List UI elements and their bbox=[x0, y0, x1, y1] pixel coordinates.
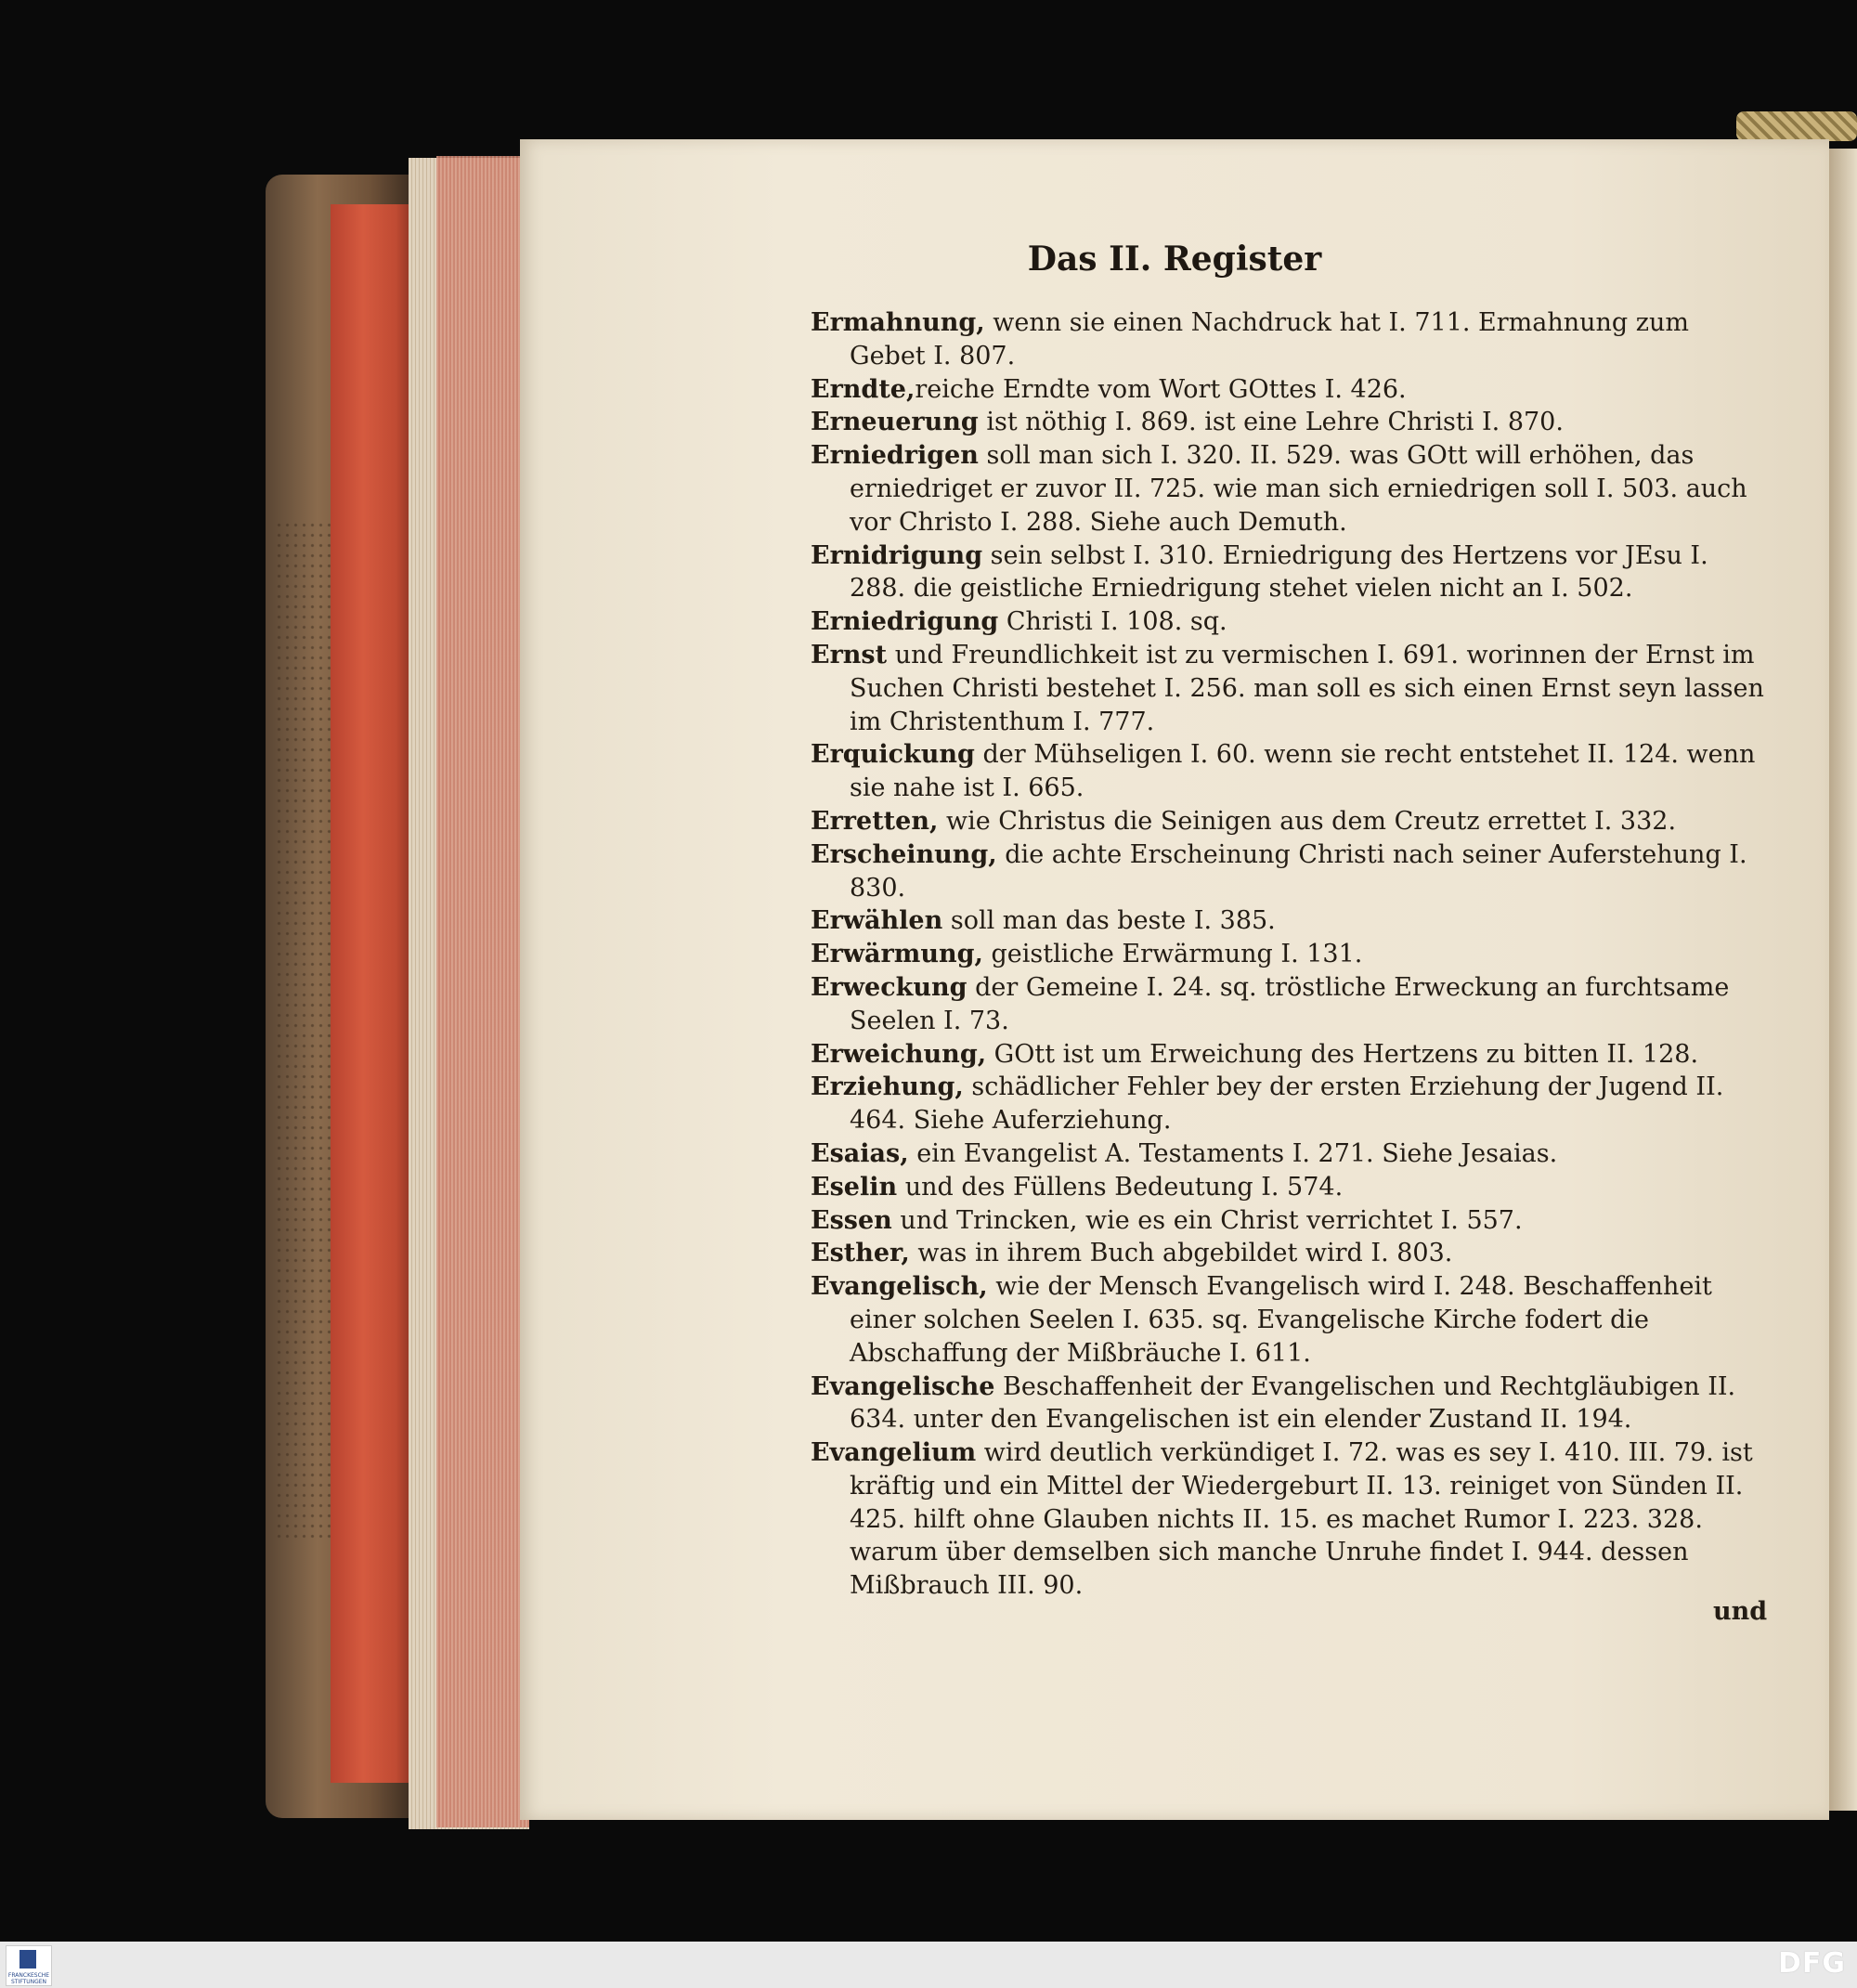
catchword: und bbox=[1713, 1597, 1768, 1626]
dfg-logo[interactable]: DFG bbox=[1777, 1947, 1846, 1980]
entry-text: die achte Erscheinung Christi nach seiner Auferstehung I. 830. bbox=[850, 839, 1747, 903]
entry-keyword: Ernidrigung bbox=[811, 540, 983, 570]
index-entry bbox=[811, 805, 1772, 838]
index-entry bbox=[811, 1171, 1772, 1204]
entry-keyword: Erwärmung, bbox=[811, 940, 983, 969]
viewer-footer bbox=[0, 1942, 1857, 1988]
entry-text: wird deutlich verkündiget I. 72. was es sey I. 410. III. 79. ist kräftig und ein Mittel der Wiedergeburt II. 13. reiniget von Sünden II. 425. hilft ohne Glauben nichts II. 15. es machet Rumor I. 223. 328. warum über demselben sich manche Unruhe findet I. 944. dessen Mißbrauch III. 90. bbox=[850, 1438, 1753, 1601]
index-entry bbox=[811, 539, 1772, 606]
entry-keyword: Evangelium bbox=[811, 1438, 977, 1468]
entry-keyword: Erniedrigen bbox=[811, 441, 979, 471]
page-heading: Das II. Register bbox=[1027, 240, 1322, 279]
entry-text: soll man sich I. 320. II. 529. was GOtt will erhöhen, das erniedriget er zuvor II. 725. wie man sich erniedrigen soll I. 503. auch vor Christo I. 288. Siehe auch Demuth. bbox=[850, 441, 1747, 537]
entry-text: und des Füllens Bedeutung I. 574. bbox=[897, 1172, 1344, 1202]
entry-keyword: Esaias, bbox=[811, 1138, 909, 1168]
entry-text: wie Christus die Seinigen aus dem Creutz errettet I. 332. bbox=[938, 806, 1677, 836]
entry-text: und Trincken, wie es ein Christ verrichtet I. 557. bbox=[891, 1205, 1523, 1235]
index-entry bbox=[811, 406, 1772, 439]
entry-text: geistliche Erwärmung I. 131. bbox=[982, 940, 1363, 969]
index-entry bbox=[811, 1071, 1772, 1137]
entry-keyword: Erweichung, bbox=[811, 1039, 987, 1069]
entry-text: wie der Mensch Evangelisch wird I. 248. Beschaffenheit einer solchen Seelen I. 635. sq. Evangelische Kirche fodert die Abschaffung der Mißbräuche I. 611. bbox=[850, 1272, 1712, 1368]
entry-keyword: Ernst bbox=[811, 640, 888, 669]
facing-page-edge bbox=[1829, 149, 1857, 1811]
index-entry bbox=[811, 1371, 1772, 1437]
entry-text: GOtt ist um Erweichung des Hertzens zu bitten II. 128. bbox=[986, 1039, 1699, 1069]
index-entry bbox=[811, 373, 1772, 407]
entry-keyword: Erndte, bbox=[811, 374, 916, 404]
entry-text: der Gemeine I. 24. sq. tröstliche Erweckung an furchtsame Seelen I. 73. bbox=[850, 972, 1730, 1035]
entry-keyword: Erwählen bbox=[811, 906, 943, 936]
index-entry bbox=[811, 1204, 1772, 1238]
index-entry bbox=[811, 1237, 1772, 1270]
entry-keyword: Erweckung bbox=[811, 972, 967, 1002]
entry-text: der Mühseligen I. 60. wenn sie recht entstehet II. 124. wenn sie nahe ist I. 665. bbox=[850, 740, 1756, 803]
index-entry bbox=[811, 938, 1772, 971]
entry-keyword: Erretten, bbox=[811, 806, 939, 836]
entry-keyword: Erneuerung bbox=[811, 408, 979, 437]
index-entry bbox=[811, 1137, 1772, 1171]
entry-text: ist nöthig I. 869. ist eine Lehre Christi I. 870. bbox=[978, 408, 1564, 437]
entry-keyword: Evangelisch, bbox=[811, 1272, 988, 1302]
index-entry bbox=[811, 306, 1772, 373]
red-page-edge bbox=[331, 204, 412, 1783]
entry-keyword: Erquickung bbox=[811, 740, 975, 770]
index-entry bbox=[811, 1038, 1772, 1072]
page-edge-stripes bbox=[436, 156, 529, 1827]
entry-text: sein selbst I. 310. Erniedrigung des Hertzens vor JEsu I. 288. die geistliche Erniedrigung stehet vielen nicht an I. 502. bbox=[850, 540, 1708, 604]
francke-logo[interactable] bbox=[6, 1945, 52, 1986]
entry-text: ein Evangelist A. Testaments I. 271. Siehe Jesaias. bbox=[908, 1138, 1558, 1168]
entry-keyword: Eselin bbox=[811, 1172, 898, 1202]
entry-keyword: Erscheinung, bbox=[811, 839, 997, 869]
entry-text: wenn sie einen Nachdruck hat I. 711. Ermahnung zum Gebet I. 807. bbox=[850, 308, 1689, 370]
entry-keyword: Ermahnung, bbox=[811, 308, 985, 337]
index-entry bbox=[811, 1270, 1772, 1370]
entry-text: Christi I. 108. sq. bbox=[998, 607, 1227, 637]
entry-keyword: Esther, bbox=[811, 1239, 910, 1268]
index-entry bbox=[811, 971, 1772, 1038]
index-entry bbox=[811, 639, 1772, 738]
index-entry bbox=[811, 838, 1772, 905]
entry-keyword: Evangelische bbox=[811, 1371, 995, 1401]
entry-text: soll man das beste I. 385. bbox=[942, 906, 1276, 936]
entry-keyword: Erziehung, bbox=[811, 1072, 964, 1102]
logo-building-icon bbox=[19, 1950, 36, 1969]
index-entry bbox=[811, 605, 1772, 639]
entry-text: schädlicher Fehler bey der ersten Erziehung der Jugend II. 464. Siehe Auferziehung. bbox=[850, 1072, 1724, 1136]
index-list bbox=[811, 306, 1772, 1603]
entry-text: Beschaffenheit der Evangelischen und Rechtgläubigen II. 634. unter den Evangelischen ist ein elender Zustand II. 194. bbox=[850, 1371, 1736, 1435]
entry-keyword: Erniedrigung bbox=[811, 607, 999, 637]
logo-text: FRANCKESCHE STIFTUNGEN bbox=[7, 1972, 50, 1985]
entry-text: und Freundlichkeit ist zu vermischen I. 691. worinnen der Ernst im Suchen Christi bestehet I. 256. man soll es sich einen Ernst seyn lassen im Christenthum I. 777. bbox=[850, 640, 1764, 736]
index-entry bbox=[811, 738, 1772, 805]
index-entry bbox=[811, 904, 1772, 938]
entry-text: reiche Erndte vom Wort GOttes I. 426. bbox=[915, 374, 1407, 404]
index-entry bbox=[811, 1436, 1772, 1603]
entry-keyword: Essen bbox=[811, 1205, 892, 1235]
index-entry bbox=[811, 439, 1772, 539]
entry-text: was in ihrem Buch abgebildet wird I. 803. bbox=[909, 1239, 1453, 1268]
bookmark-ribbon bbox=[1736, 111, 1857, 141]
